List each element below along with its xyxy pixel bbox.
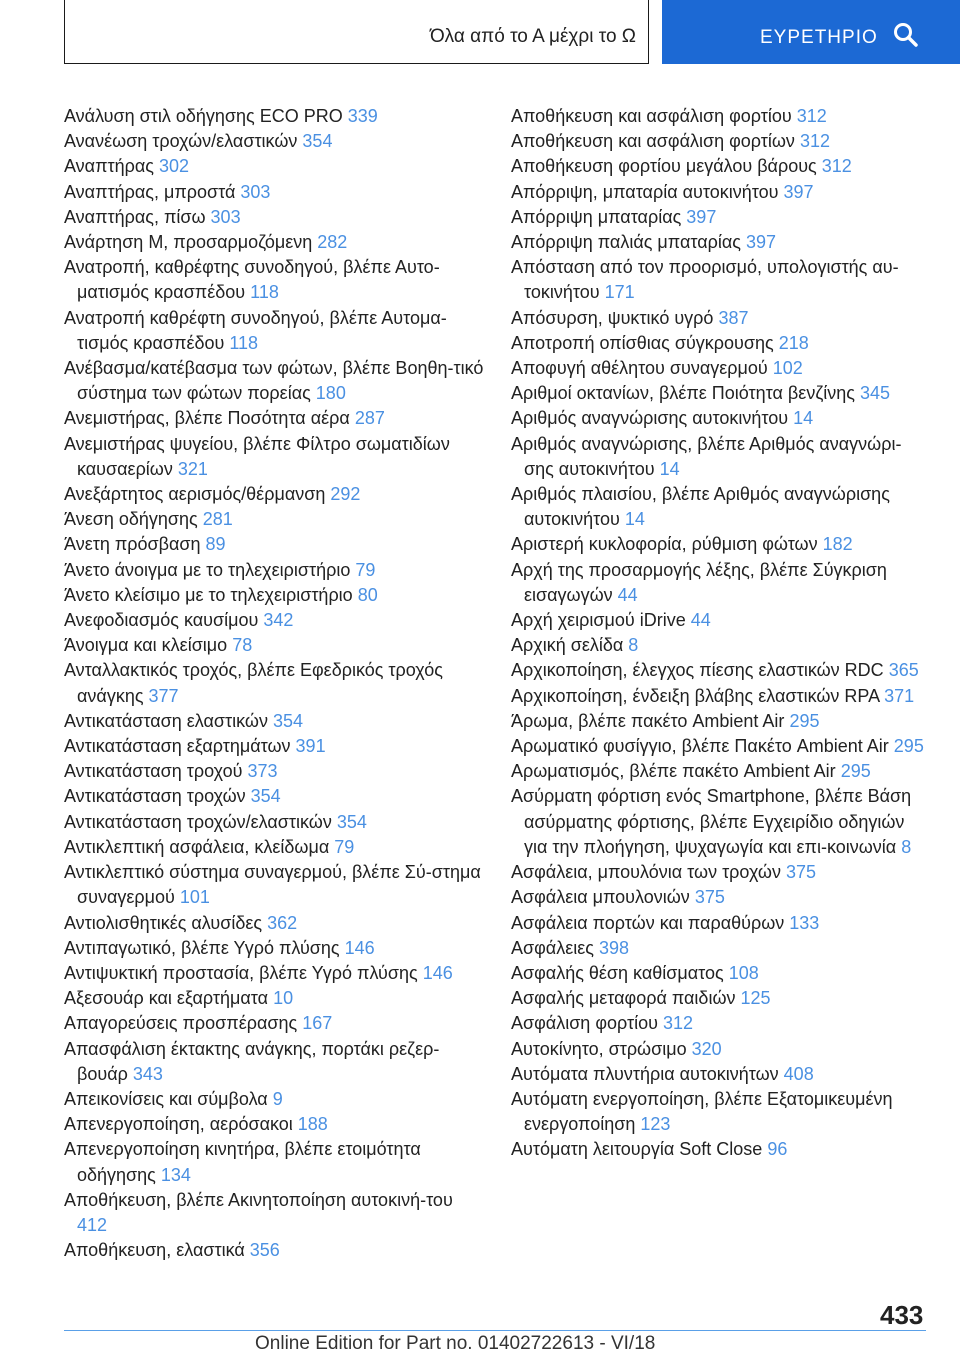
index-entry-page-link[interactable]: 412 (77, 1214, 108, 1235)
tab-a-to-z-label: Όλα από το Α μέχρι το Ω (429, 26, 636, 47)
index-entry (511, 986, 931, 1011)
index-entry-text: Ανεμιστήρας ψυγείου, βλέπε Φίλτρο σωματιδίων καυσαερίων (64, 433, 450, 479)
index-entry-page-link[interactable]: 371 (884, 685, 915, 706)
top-bar (0, 0, 960, 70)
index-entry (511, 356, 931, 381)
index-entry (64, 558, 484, 583)
index-entry-page-link[interactable]: 44 (617, 584, 638, 605)
index-entry (64, 356, 484, 406)
index-entry (64, 759, 484, 784)
index-entry-text: Αριθμός πλαισίου, βλέπε Αριθμός αναγνώρισης αυτοκινήτου (511, 484, 890, 530)
index-entry-page-link[interactable]: 387 (718, 307, 749, 328)
index-entry (511, 180, 931, 205)
index-entry-page-link[interactable]: 108 (728, 962, 759, 983)
index-entry-page-link[interactable]: 391 (295, 736, 326, 757)
index-entry-text: Απόσταση από τον προορισμό, υπολογιστής αυ-τοκινήτου (511, 257, 899, 303)
index-entry-page-link[interactable]: 398 (598, 937, 629, 958)
tab-index-label: ΕΥΡΕΤΗΡΙΟ (760, 27, 878, 48)
index-entry-text: Άνοιγμα και κλείσιμο (64, 635, 228, 656)
index-entry (511, 104, 931, 129)
index-entry-text: Απόρριψη μπαταρίας (511, 206, 682, 227)
index-entry-text: Αναπτήρας, μπροστά (64, 181, 236, 202)
index-entry-text: Απαγορεύσεις προσπέρασης (64, 1013, 298, 1034)
index-entry-page-link[interactable]: 79 (355, 559, 376, 580)
index-entry-text: Ασφάλιση φορτίου (511, 1013, 658, 1034)
index-entry (64, 911, 484, 936)
index-entry-text: Ανανέωση τροχών/ελαστικών (64, 131, 298, 152)
index-entry (64, 658, 484, 708)
index-entry-page-link[interactable]: 287 (354, 408, 385, 429)
index-entry-page-link[interactable]: 295 (893, 736, 924, 757)
index-entry-page-link[interactable]: 354 (250, 786, 281, 807)
index-entry (64, 986, 484, 1011)
index-entry-page-link[interactable]: 125 (740, 988, 771, 1009)
index-entry (64, 154, 484, 179)
index-entry-page-link[interactable]: 44 (690, 610, 711, 631)
index-entry (64, 583, 484, 608)
index-entry (511, 205, 931, 230)
index-entry-text: Αριστερή κυκλοφορία, ρύθμιση φώτων (511, 534, 818, 555)
index-entry (511, 936, 931, 961)
index-entry-text: Αρχική σελίδα (511, 635, 624, 656)
index-entry-page-link[interactable]: 146 (422, 962, 453, 983)
index-entry-text: Αντικατάσταση τροχών (64, 786, 246, 807)
index-entry-page-link[interactable]: 182 (822, 534, 853, 555)
index-entry (64, 180, 484, 205)
index-entry (64, 961, 484, 986)
index-entry-text: Αναπτήρας, πίσω (64, 206, 206, 227)
page-number: 433 (880, 1300, 924, 1330)
index-entry-page-link[interactable]: 312 (799, 131, 830, 152)
index-entry-page-link[interactable]: 312 (821, 156, 852, 177)
index-entry-text: Άνεση οδήγησης (64, 509, 198, 530)
index-entry-page-link[interactable]: 123 (640, 1114, 671, 1135)
index-entry-text: Αποθήκευση, βλέπε Ακινητοποίηση αυτοκινή-του (64, 1189, 453, 1210)
index-entry-page-link[interactable]: 10 (273, 988, 294, 1009)
index-entry (64, 709, 484, 734)
index-entry-text: Αναπτήρας (64, 156, 154, 177)
index-entry-page-link[interactable]: 362 (267, 912, 298, 933)
index-entry-page-link[interactable]: 102 (772, 358, 803, 379)
index-entry (64, 784, 484, 809)
index-entry (511, 230, 931, 255)
footer-divider (64, 1330, 926, 1331)
index-entry (511, 1137, 931, 1162)
index-entry-text: Αποτροπή οπίσθιας σύγκρουσης (511, 332, 774, 353)
index-entry-page-link[interactable]: 281 (202, 509, 233, 530)
index-entry (64, 406, 484, 431)
index-entry-page-link[interactable]: 354 (336, 811, 367, 832)
index-entry (511, 885, 931, 910)
index-entry-page-link[interactable]: 9 (272, 1088, 283, 1109)
index-entry (64, 810, 484, 835)
index-entry-page-link[interactable]: 218 (778, 332, 809, 353)
index-entry-text: Ασφάλεια, μπουλόνια των τροχών (511, 862, 781, 883)
index-entry (64, 1188, 484, 1238)
index-entry-text: Αρχικοποίηση, έλεγχος πίεσης ελαστικών RDC (511, 660, 884, 681)
index-entry-page-link[interactable]: 365 (888, 660, 919, 681)
index-entry-page-link[interactable]: 14 (659, 458, 680, 479)
index-entry-text: Ανταλλακτικός τροχός, βλέπε Εφεδρικός τροχός ανάγκης (64, 660, 443, 706)
index-entry (64, 936, 484, 961)
index-entry-page-link[interactable]: 321 (177, 458, 208, 479)
index-entry (64, 104, 484, 129)
index-entry (511, 684, 931, 709)
index-column-right (511, 104, 931, 1163)
index-entry-page-link[interactable]: 146 (344, 937, 375, 958)
index-entry (64, 507, 484, 532)
index-entry-text: Αυτόματη ενεργοποίηση, βλέπε Εξατομικευμένη ενεργοποίηση (511, 1088, 893, 1135)
index-entry (64, 1112, 484, 1137)
index-entry-text: Ασφαλής μεταφορά παιδιών (511, 988, 736, 1009)
index-entry-text: Αριθμός αναγνώρισης, βλέπε Αριθμός αναγνώρι-σης αυτοκινήτου (511, 433, 902, 479)
index-entry-text: Απενεργοποίηση κινητήρα, βλέπε ετοιμότητα οδήγησης (64, 1139, 421, 1185)
index-entry-page-link[interactable]: 8 (901, 836, 912, 857)
index-entry-text: Ανατροπή, καθρέφτης συνοδηγού, βλέπε Αυτο-ματισμός κρασπέδου (64, 257, 440, 303)
index-entry (511, 1087, 931, 1137)
index-entry-text: Αντικλεπτική ασφάλεια, κλείδωμα (64, 836, 330, 857)
index-entry-page-link[interactable]: 302 (158, 156, 190, 177)
index-entry-page-link[interactable]: 295 (840, 761, 871, 782)
index-entry-page-link[interactable]: 78 (232, 635, 253, 656)
index-entry-page-link[interactable]: 354 (302, 131, 333, 152)
index-entry (511, 1062, 931, 1087)
index-entry-page-link[interactable]: 14 (624, 509, 645, 530)
index-entry-text: Αρωματισμός, βλέπε πακέτο Ambient Air (511, 761, 836, 782)
index-entry (511, 331, 931, 356)
index-entry-text: Αποθήκευση και ασφάλιση φορτίου (511, 106, 792, 126)
index-entry-text: Αντιολισθητικές αλυσίδες (64, 912, 263, 933)
index-entry-page-link[interactable]: 375 (785, 862, 817, 883)
index-entry-page-link[interactable]: 303 (240, 181, 271, 202)
index-entry-page-link[interactable]: 188 (297, 1114, 328, 1135)
index-entry-page-link[interactable]: 101 (179, 887, 210, 908)
index-entry (64, 255, 484, 305)
index-entry-text: Αποθήκευση, ελαστικά (64, 1240, 245, 1261)
index-entry-page-link[interactable]: 180 (315, 383, 346, 404)
index-entry (511, 1037, 931, 1062)
index-entry-text: Αξεσουάρ και εξαρτήματα (64, 988, 269, 1009)
index-entry (511, 961, 931, 986)
index-entry-text: Ασύρματη φόρτιση ενός Smartphone, βλέπε Βάση ασύρματης φόρτισης, βλέπε Εγχειρίδιο οδηγιών για την πλοήγηση, ψυχαγωγία και επι-κοινωνία (511, 786, 912, 857)
index-entry-text: Ασφάλεια πορτών και παραθύρων (511, 912, 785, 933)
index-entry (64, 1037, 484, 1087)
index-entry-page-link[interactable]: 292 (330, 484, 361, 505)
index-entry (511, 432, 931, 482)
index-entry-text: Ασφάλεια μπουλονιών (511, 887, 690, 908)
index-entry (511, 860, 931, 885)
index-entry (64, 734, 484, 759)
index-entry-text: Απενεργοποίηση, αερόσακοι (64, 1114, 293, 1135)
index-entry-page-link[interactable]: 312 (662, 1013, 694, 1034)
index-entry-text: Απόρριψη, μπαταρία αυτοκινήτου (511, 181, 779, 202)
index-entry-text: Αυτόματα πλυντήρια αυτοκινήτων (511, 1063, 779, 1084)
index-entry-page-link[interactable]: 397 (745, 232, 776, 253)
index-entry-text: Ανέβασμα/κατέβασμα των φώτων, βλέπε Βοηθη-τικό σύστημα των φώτων πορείας (64, 358, 484, 404)
index-entry-text: Αρχικοποίηση, ένδειξη βλάβης ελαστικών RPA (511, 685, 880, 706)
index-column-left (64, 104, 484, 1263)
index-entry (511, 129, 931, 154)
index-entry-text: Άνετο κλείσιμο με το τηλεχειριστήριο (64, 584, 353, 605)
index-entry (64, 306, 484, 356)
index-entry (511, 532, 931, 557)
index-entry (511, 558, 931, 608)
index-entry-page-link[interactable]: 397 (686, 206, 717, 227)
index-entry-text: Αντικατάσταση τροχού (64, 761, 243, 782)
index-entry (511, 381, 931, 406)
index-entry-page-link[interactable]: 342 (263, 610, 294, 631)
index-entry-page-link[interactable]: 118 (229, 332, 259, 353)
index-entry (511, 734, 931, 759)
index-entry-page-link[interactable]: 295 (789, 710, 820, 731)
index-entry-text: Άνετο άνοιγμα με το τηλεχειριστήριο (64, 559, 351, 580)
search-icon[interactable] (893, 22, 919, 48)
index-entry-text: Ανεμιστήρας, βλέπε Ποσότητα αέρα (64, 408, 350, 429)
index-entry-page-link[interactable]: 118 (250, 282, 279, 303)
index-entry-page-link[interactable]: 89 (205, 534, 226, 555)
index-entry-text: Αντικατάσταση ελαστικών (64, 710, 268, 731)
index-entry (511, 608, 931, 633)
index-entry (64, 1238, 484, 1263)
index-entry (64, 860, 484, 910)
index-entry-page-link[interactable]: 312 (796, 106, 827, 126)
index-entry-text: Απεικονίσεις και σύμβολα (64, 1088, 268, 1109)
index-entry-text: Αντικλεπτικό σύστημα συναγερμού, βλέπε Σύ-στημα συναγερμού (64, 862, 481, 908)
index-entry-text: Ασφαλής θέση καθίσματος (511, 962, 724, 983)
index-entry-text: Αρωματικό φυσίγγιο, βλέπε Πακέτο Ambient Air (511, 736, 889, 757)
index-entry-text: Απασφάλιση έκτακτης ανάγκης, πορτάκι ρεζερ-βουάρ (64, 1038, 440, 1084)
index-entry-page-link[interactable]: 343 (132, 1063, 163, 1084)
index-entry-page-link[interactable]: 167 (302, 1013, 333, 1034)
index-entry-page-link[interactable]: 96 (767, 1139, 788, 1160)
index-entry-text: Άνετη πρόσβαση (64, 534, 201, 555)
index-entry (511, 482, 931, 532)
index-entry-page-link[interactable]: 397 (783, 181, 814, 202)
index-entry-text: Αντιπαγωτικό, βλέπε Υγρό πλύσης (64, 937, 340, 958)
index-entry (64, 129, 484, 154)
index-entry-page-link[interactable]: 373 (247, 761, 278, 782)
index-entry-text: Αντικατάσταση εξαρτημάτων (64, 736, 291, 757)
index-entry (64, 1011, 484, 1036)
index-entry (511, 306, 931, 331)
index-entry-text: Απόρριψη παλιάς μπαταρίας (511, 232, 741, 253)
tab-a-to-z[interactable] (64, 0, 649, 64)
index-entry-page-link[interactable]: 171 (604, 282, 635, 303)
index-entry-page-link[interactable]: 79 (334, 836, 355, 857)
index-entry (64, 1137, 484, 1187)
index-entry-text: Ανατροπή καθρέφτη συνοδηγού, βλέπε Αυτομα-τισμός κρασπέδου (64, 307, 447, 353)
index-entry-page-link[interactable]: 354 (272, 710, 304, 731)
index-entry (64, 532, 484, 557)
index-entry-text: Αρχή χειρισμού iDrive (511, 610, 686, 631)
index-entry-text: Ανάρτηση M, προσαρμοζόμενη (64, 232, 313, 253)
index-entry-text: Αντικατάσταση τροχών/ελαστικών (64, 811, 332, 832)
index-entry-text: Απόσυρση, ψυκτικό υγρό (511, 307, 714, 328)
index-entry (64, 432, 484, 482)
index-entry-page-link[interactable]: 345 (859, 383, 890, 404)
index-entry-text: Ανεφοδιασμός καυσίμου (64, 610, 259, 631)
index-entry-page-link[interactable]: 303 (210, 206, 241, 227)
index-entry (64, 633, 484, 658)
index-entry-page-link[interactable]: 14 (793, 408, 814, 429)
index-entry-page-link[interactable]: 339 (347, 106, 378, 126)
index-entry (511, 1011, 931, 1036)
index-entry (511, 406, 931, 431)
index-entry-page-link[interactable]: 375 (694, 887, 725, 908)
index-entry (511, 154, 931, 179)
index-entry-text: Ανάλυση στιλ οδήγησης ECO PRO (64, 106, 343, 126)
index-entry (64, 205, 484, 230)
index-entry-page-link[interactable]: 134 (160, 1164, 191, 1185)
index-entry-page-link[interactable]: 356 (249, 1240, 280, 1261)
index-entry-text: Αποθήκευση φορτίου μεγάλου βάρους (511, 156, 817, 177)
index-entry (64, 835, 484, 860)
index-entry-page-link[interactable]: 282 (317, 232, 348, 253)
index-entry (511, 709, 931, 734)
index-entry-page-link[interactable]: 8 (628, 635, 639, 656)
index-entry-page-link[interactable]: 408 (783, 1063, 814, 1084)
index-entry-text: Αυτόματη λειτουργία Soft Close (511, 1139, 763, 1160)
index-entry (511, 633, 931, 658)
index-entry (511, 658, 931, 683)
index-entry-text: Ανεξάρτητος αερισμός/θέρμανση (64, 484, 326, 505)
index-entry-text: Αντιψυκτική προστασία, βλέπε Υγρό πλύσης (64, 962, 418, 983)
index-entry (64, 608, 484, 633)
index-entry-text: Άρωμα, βλέπε πακέτο Ambient Air (511, 710, 785, 731)
index-entry (511, 759, 931, 784)
footer-text: Online Edition for Part no. 01402722613 - VI/18 (255, 1333, 656, 1354)
index-entry (64, 1087, 484, 1112)
index-entry-text: Αυτοκίνητο, στρώσιμο (511, 1038, 687, 1059)
index-entry-text: Αριθμοί οκτανίων, βλέπε Ποιότητα βενζίνης (511, 383, 855, 404)
index-entry-text: Ασφάλειες (511, 937, 594, 958)
index-entry (511, 255, 931, 305)
index-entry-text: Αποθήκευση και ασφάλιση φορτίων (511, 131, 795, 152)
index-entry-text: Αποφυγή αθέλητου συναγερμού (511, 358, 768, 379)
index-entry-page-link[interactable]: 80 (357, 584, 378, 605)
index-entry (64, 482, 484, 507)
index-entry-page-link[interactable]: 133 (789, 912, 820, 933)
index-entry (511, 784, 931, 860)
index-entry (64, 230, 484, 255)
index-entry-text: Αριθμός αναγνώρισης αυτοκινήτου (511, 408, 789, 429)
index-entry-text: Αρχή της προσαρμογής λέξης, βλέπε Σύγκριση εισαγωγών (511, 559, 887, 605)
index-entry-page-link[interactable]: 320 (691, 1038, 722, 1059)
index-entry-page-link[interactable]: 377 (148, 685, 179, 706)
index-entry (511, 911, 931, 936)
